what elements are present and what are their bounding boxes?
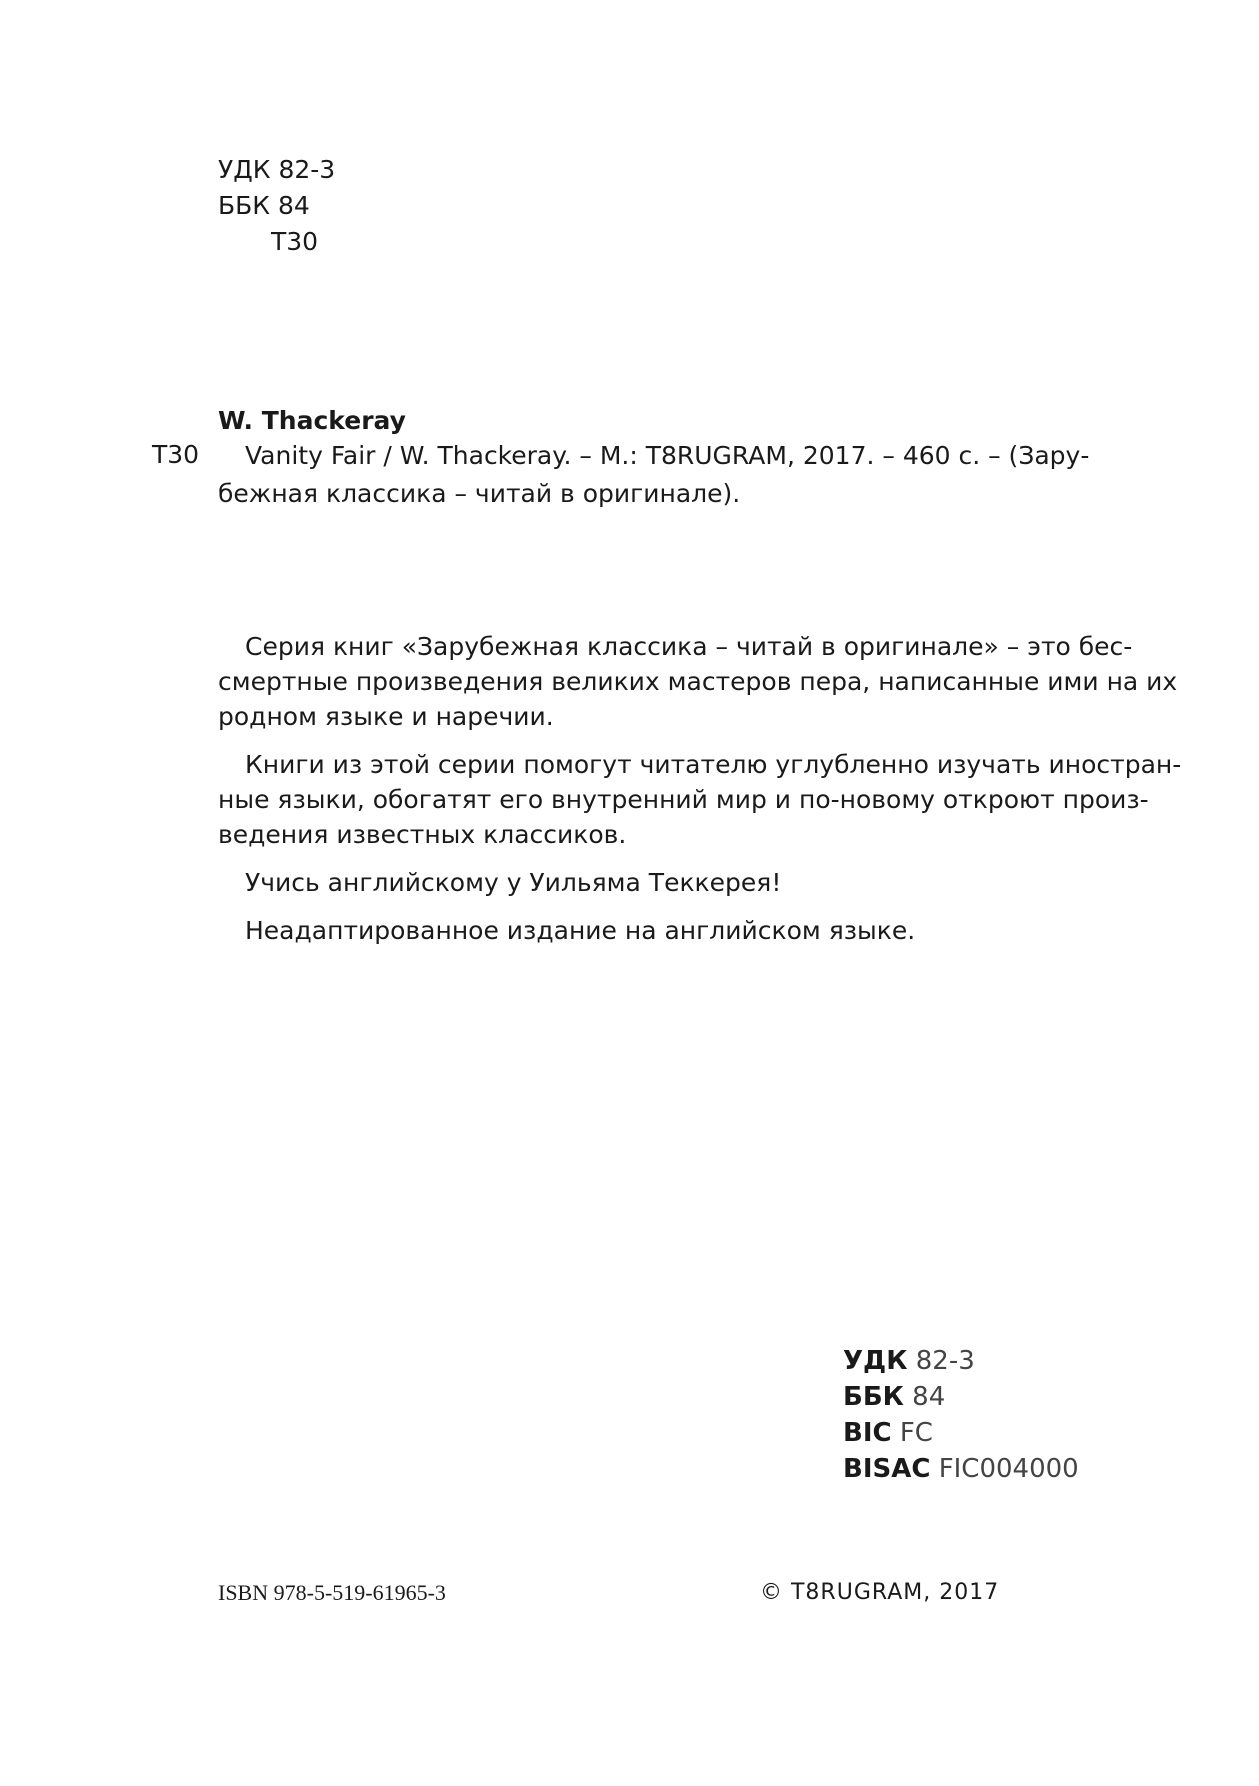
bottom-bisac bbox=[843, 1451, 1079, 1487]
top-classification bbox=[218, 152, 335, 260]
bisac-value: FIC004000 bbox=[938, 1454, 1079, 1484]
bottom-classification bbox=[843, 1343, 1079, 1487]
bottom-udk bbox=[843, 1343, 1079, 1379]
bbk-value: 84 bbox=[912, 1382, 946, 1412]
bisac-label: BISAC bbox=[843, 1454, 931, 1484]
bibliographic-line-2: бежная классика – читай в оригинале). bbox=[218, 479, 741, 508]
annotation-para1-line2: смертные произведения великих мастеров пера, написанные ими на их bbox=[218, 667, 1178, 696]
top-author-mark: Т30 bbox=[271, 227, 319, 256]
top-udk: УДК 82-3 bbox=[218, 155, 336, 184]
annotation-para2-line3: ведения известных классиков. bbox=[218, 820, 627, 849]
annotation-para2-line1: Книги из этой серии помогут читателю углубленно изучать иностран- bbox=[245, 750, 1182, 779]
annotation bbox=[218, 629, 1182, 948]
author-heading: W. Thackeray bbox=[218, 406, 406, 435]
udk-label: УДК bbox=[843, 1346, 908, 1376]
bottom-bic bbox=[843, 1415, 1079, 1451]
bic-value: FC bbox=[899, 1418, 933, 1448]
annotation-para1-line3: родном языке и наречии. bbox=[218, 702, 554, 731]
annotation-para4: Неадаптированное издание на английском языке. bbox=[245, 916, 916, 945]
annotation-para3: Учись английскому у Уильяма Теккерея! bbox=[245, 868, 782, 897]
annotation-para2-line2: ные языки, обогатят его внутренний мир и по-новому откроют произ- bbox=[218, 785, 1149, 814]
annotation-para1-line1: Серия книг «Зарубежная классика – читай в оригинале» – это бес- bbox=[245, 632, 1133, 661]
bibliographic-line-1: Vanity Fair / W. Thackeray. – М.: T8RUGRAM, 2017. – 460 с. – (Зару- bbox=[245, 441, 1090, 470]
index-mark: Т30 bbox=[152, 440, 200, 469]
udk-value: 82-3 bbox=[915, 1346, 975, 1376]
top-bbk: ББК 84 bbox=[218, 191, 310, 220]
copyright: © T8RUGRAM, 2017 bbox=[760, 1580, 1000, 1605]
isbn: ISBN 978-5-519-61965-3 bbox=[218, 1580, 446, 1605]
bottom-bbk bbox=[843, 1379, 1079, 1415]
bic-label: BIC bbox=[843, 1418, 892, 1448]
bbk-label: ББК bbox=[843, 1382, 904, 1412]
